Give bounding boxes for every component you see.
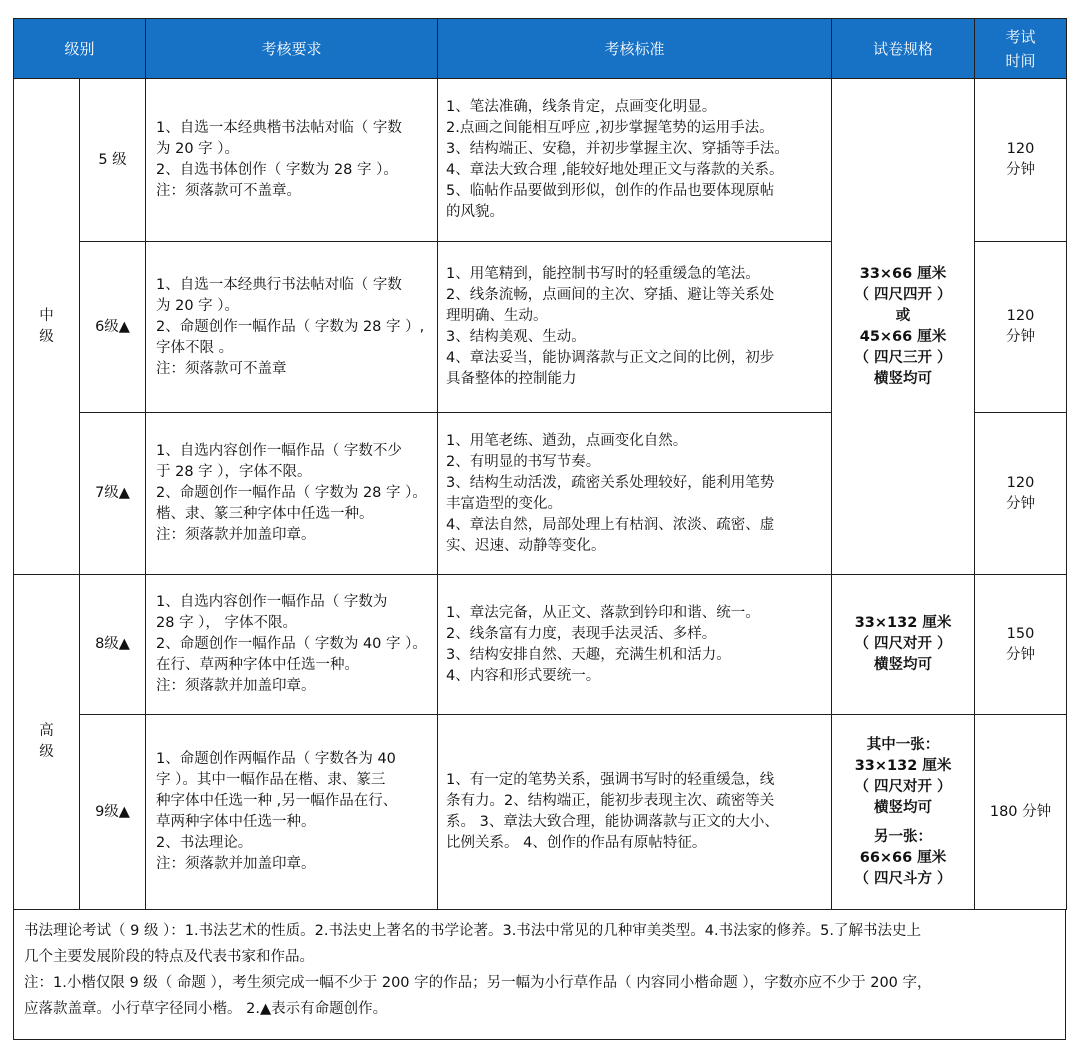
standards-cell: 1、笔法准确，线条肯定，点画变化明显。 2.点画之间能相互呼应 ,初步掌握笔势的运用手法。 3、结构端正、安稳，并初步掌握主次、穿插等手法。 4、章法大致合理 ,能较好地处理正文与落款的关系。 5、临帖作品要做到形似，创作的作品也要体现原帖 的风貌。 (438, 79, 832, 242)
header-exam-time (975, 19, 1067, 79)
standards-cell: 1、章法完备，从正文、落款到钤印和谐、统一。 2、线条富有力度，表现手法灵活、多样。 3、结构安排自然、天趣，充满生机和活力。 4、内容和形式要统一。 (438, 575, 832, 715)
exam-time-cell: 150 分钟 (975, 575, 1067, 715)
exam-time-cell: 120 分钟 (975, 79, 1067, 242)
grade-label: 5 级 (80, 79, 146, 242)
standards-cell: 1、用笔老练、遒劲，点画变化自然。 2、有明显的书写节奏。 3、结构生动活泼，疏密关系处理较好，能利用笔势 丰富造型的变化。 4、章法自然，局部处理上有枯润、浓淡、疏密、虚 实、迟速、动静等变化。 (438, 413, 832, 575)
header-time-line: 考试 (1005, 27, 1036, 46)
exam-time-cell: 120 分钟 (975, 413, 1067, 575)
table-row (14, 715, 1067, 910)
paper-spec-grade8: 33×132 厘米 （ 四尺对开 ） 横竖均可 (832, 575, 975, 715)
paper-spec-grade9: 其中一张： 33×132 厘米 （ 四尺对开 ） 横竖均可 另一张： 66×66 厘米 （ 四尺斗方 ） (832, 715, 975, 910)
requirements-cell: 1、命题创作两幅作品（ 字数各为 40 字 ）。其中一幅作品在楷、隶、篆三 种字体中任选一种 ,另一幅作品在行、 草两种字体中任选一种。 2、书法理论。 注：须落款并加盖印章。 (146, 715, 438, 910)
footer-line: 书法理论考试（ 9 级 ）：1.书法艺术的性质。2.书法史上著名的书学论著。3.书法中常见的几种审美类型。4.书法家的修养。5.了解书法史上 (24, 923, 921, 939)
paper-spec-middle: 33×66 厘米 （ 四尺四开 ） 或 45×66 厘米 （ 四尺三开 ） 横竖均可 (832, 79, 975, 575)
footer-line: 注：1.小楷仅限 9 级（ 命题 ），考生须完成一幅不少于 200 字的作品；另一幅为小行草作品（ 内容同小楷命题 ），字数亦应不少于 200 字， (24, 975, 932, 991)
table-header-row (14, 19, 1067, 79)
table-row (14, 79, 1067, 242)
exam-table (13, 18, 1067, 910)
grade-label: 6级▲ (80, 242, 146, 413)
group-middle: 中 级 (14, 79, 80, 575)
exam-time-cell: 180 分钟 (975, 715, 1067, 910)
grade-label: 9级▲ (80, 715, 146, 910)
header-requirements: 考核要求 (146, 19, 438, 79)
requirements-cell: 1、自选一本经典行书法帖对临（ 字数 为 20 字 ）。 2、命题创作一幅作品（ 字数为 28 字 ）, 字体不限 。 注：须落款可不盖章 (146, 242, 438, 413)
requirements-cell: 1、自选一本经典楷书法帖对临（ 字数 为 20 字 ）。 2、自选书体创作（ 字数为 28 字 ）。 注：须落款可不盖章。 (146, 79, 438, 242)
exam-time-cell: 120 分钟 (975, 242, 1067, 413)
footer-line: 应落款盖章。小行草字径同小楷。 2.▲表示有命题创作。 (24, 1001, 388, 1017)
exam-standard-sheet (13, 18, 1066, 1040)
standards-cell: 1、有一定的笔势关系，强调书写时的轻重缓急，线 条有力。2、结构端正，能初步表现主次、疏密等关 系。 3、章法大致合理，能协调落款与正文的大小、 比例关系。 4、创作的作品有原帖特征。 (438, 715, 832, 910)
footer-line: 几个主要发展阶段的特点及代表书家和作品。 (24, 949, 314, 965)
group-high: 高 级 (14, 575, 80, 910)
grade-label: 7级▲ (80, 413, 146, 575)
table-row (14, 575, 1067, 715)
header-paper-spec: 试卷规格 (832, 19, 975, 79)
header-level: 级别 (14, 19, 146, 79)
requirements-cell: 1、自选内容创作一幅作品（ 字数为 28 字 ）， 字体不限。 2、命题创作一幅作品（ 字数为 40 字 ）。 在行、草两种字体中任选一种。 注：须落款并加盖印章。 (146, 575, 438, 715)
footer-notes (13, 909, 1066, 1040)
grade-label: 8级▲ (80, 575, 146, 715)
header-time-line: 时间 (1005, 51, 1036, 70)
header-standards: 考核标准 (438, 19, 832, 79)
requirements-cell: 1、自选内容创作一幅作品（ 字数不少 于 28 字 ），字体不限。 2、命题创作一幅作品（ 字数为 28 字 ）。 楷、隶、篆三种字体中任选一种。 注：须落款并加盖印章。 (146, 413, 438, 575)
standards-cell: 1、用笔精到，能控制书写时的轻重缓急的笔法。 2、线条流畅，点画间的主次、穿插、避让等关系处 理明确、生动。 3、结构美观、生动。 4、章法妥当，能协调落款与正文之间的比例，初步 具备整体的控制能力 (438, 242, 832, 413)
